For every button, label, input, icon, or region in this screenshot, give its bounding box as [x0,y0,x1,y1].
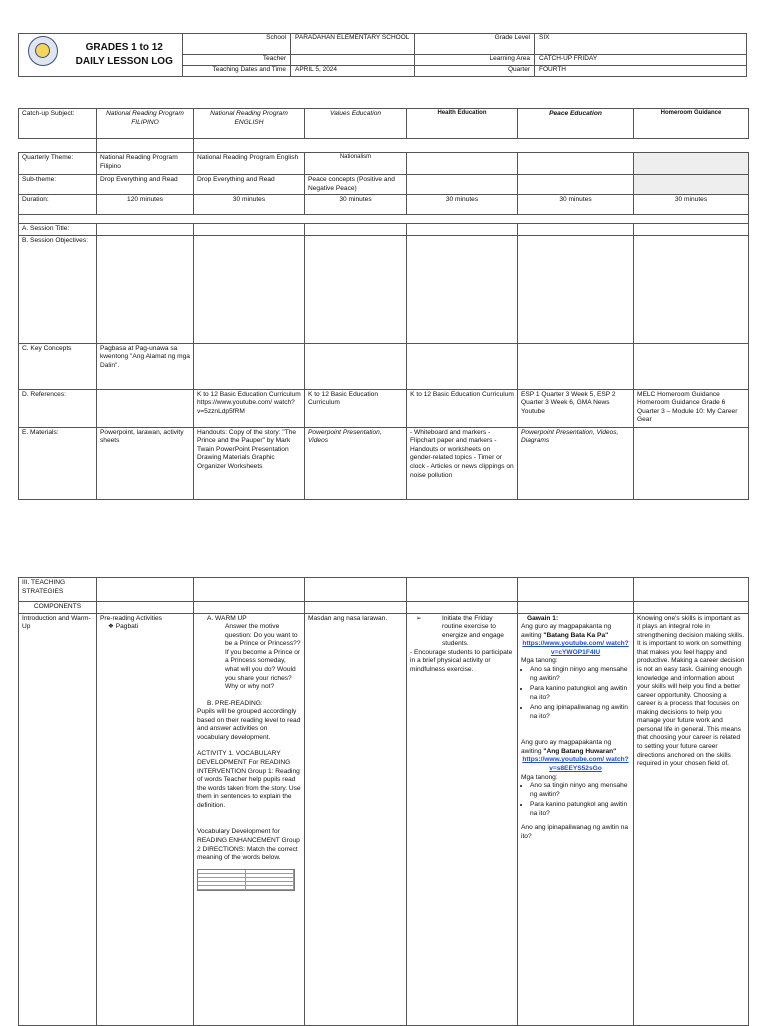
activity-vocab-text: ACTIVITY 1. VOCABULARY DEVELOPMENT For READING INTERVENTION Group 1: Reading of words Teacher help pupils read the words taken from the story. Use them in sentences to explain the definition. [197,750,301,809]
teaching-strategies-table [18,577,749,1026]
subject-health: Health Education [407,109,518,139]
references-homeroom: MELC Homeroom Guidance Homeroom Guidance Grade 6 Quarter 3 – Module 10: My Career Gear [634,389,749,427]
deped-seal-icon [28,36,58,66]
dates-label: Teaching Dates and Time [183,66,291,77]
duration-peace: 30 minutes [518,195,634,215]
spacer-row [19,139,749,153]
materials-values: Powerpoint Presentation, Videos [305,427,407,499]
song2-title: "Ang Batang Huwaran" [543,747,617,755]
warm-up-heading: A. WARM UP [207,614,247,622]
intro-peace [518,613,634,1025]
theme-filipino: National Reading Program Filipino [97,153,194,175]
song1-link[interactable]: https://www.youtube.com/ watch?v=cYWOP1F4IU [522,640,629,656]
warm-up-text: Answer the motive question: Do you want to be a Prince or Princess?? If you become a Prince or a Princess someday, what will you do? Would you share your riches? Why or why not? [225,623,301,691]
grade-value: SIX [535,34,747,55]
subject-filipino: National Reading Program FILIPINO [97,109,194,139]
song2-link[interactable]: https://www.youtube.com/ watch?v=s8EEYS52sGo [522,756,629,772]
questions-label-1: Mga tanong: [521,657,558,665]
area-label: Learning Area [415,55,535,66]
peace-song1-intro: Ang guro ay magpapakanta ng awiting "Batang Bata Ka Pa" [521,623,612,639]
song1-title: "Batang Bata Ka Pa" [543,631,609,639]
question-item: • Ano sa tingin ninyo ang mensahe ng awitin? [530,782,630,799]
pagbati-item: ❖ Pagbati [108,623,139,631]
session-title-row [19,224,749,236]
intro-values: Masdan ang nasa larawan. [305,613,407,1025]
duration-health: 30 minutes [407,195,518,215]
question-item: • Ano sa tingin ninyo ang mensahe ng awitin? [530,666,630,683]
key-concepts-filipino: Pagbasa at Pag-unawa sa kwentong "Ang Alamat ng mga Dalin". [97,343,194,389]
questions-list-1 [521,666,630,721]
subject-homeroom: Homeroom Guidance [634,109,749,139]
references-row [19,389,749,427]
teacher-label: Teacher [183,55,291,66]
materials-health: - Whiteboard and markers - Flipchart paper and markers - Handouts or worksheets on gender-related topics - Timer or clock - Articles or news clippings on noise pollution [407,427,518,499]
duration-label: Duration: [19,195,97,215]
materials-filipino: Powerpoint, larawan, activity sheets [97,427,194,499]
references-label: D. References: [19,389,97,427]
grade-label: Grade Level [415,34,535,55]
theme-homeroom [634,153,749,175]
health-routine-text: Initiate the Friday routine exercise to energize and engage students. [442,614,504,648]
pre-reading-activities: Pre-reading Activities [100,614,162,622]
duration-row [19,195,749,215]
blank-row [19,215,749,224]
theme-peace [518,153,634,175]
subtheme-label: Sub-theme: [19,175,97,195]
subject-english: National Reading Program ENGLISH [194,109,305,139]
questions-list-2 [521,782,630,818]
materials-row [19,427,749,499]
area-value: CATCH-UP FRIDAY [535,55,747,66]
subtheme-values: Peace concepts (Positive and Negative Peace) [305,175,407,195]
references-values: K to 12 Basic Education Curriculum [305,389,407,427]
matching-table-thumbnail [197,869,295,891]
question-item: • Para kanino patungkol ang awitin na ito? [530,685,630,702]
strategies-label: III. TEACHING STRATEGIES [19,578,97,602]
theme-english: National Reading Program English [194,153,305,175]
school-value: PARADAHAN ELEMENTARY SCHOOL [291,34,415,55]
subject-peace: Peace Education [518,109,634,139]
dates-value: APRIL 5, 2024 [291,66,415,77]
materials-english: Handouts: Copy of the story: "The Prince and the Pauper" by Mark Twain PowerPoint Presentation Drawing Materials Graphic Organizer Worksheets [194,427,305,499]
components-label: COMPONENTS [19,602,97,614]
intro-health [407,613,518,1025]
subtheme-homeroom [634,175,749,195]
school-label: School [183,34,291,55]
pre-reading-text: Pupils will be grouped accordingly based on their reading level to read and answer activities on vocabulary development. [197,708,301,741]
key-concepts-row [19,343,749,389]
theme-health [407,153,518,175]
arrow-bullet-icon: ➢ [416,614,422,622]
duration-filipino: 120 minutes [97,195,194,215]
subtheme-english: Drop Everything and Read [194,175,305,195]
strategies-header-row [19,578,749,602]
vocab-enhancement-text: Vocabulary Development for READING ENHANCEMENT Group 2 DIRECTIONS: Match the correct meaning of the words below. [197,828,300,862]
subtheme-filipino: Drop Everything and Read [97,175,194,195]
duration-english: 30 minutes [194,195,305,215]
intro-english [194,613,305,1025]
subtheme-row [19,175,749,195]
peace-last-question: Ano ang ipinapaliwanag ng awitin na ito? [521,824,629,840]
theme-values: Nationalism [305,153,407,175]
intro-warmup-label: Introduction and Warm-Up [19,613,97,1025]
duration-values: 30 minutes [305,195,407,215]
teacher-value [291,55,415,66]
components-row [19,602,749,614]
question-item: • Ano ang ipinapaliwanag ng awitin na ito? [530,704,630,721]
subtheme-peace [518,175,634,195]
question-item: • Para kanino patungkol ang awitin na ito? [530,801,630,818]
materials-label: E. Materials: [19,427,97,499]
quarter-value: FOURTH [535,66,747,77]
subject-label: Catch-up Subject: [19,109,97,139]
references-english: K to 12 Basic Education Curriculum https://www.youtube.com/ watch?v=5zznLdp5fRM [194,389,305,427]
intro-homeroom: Knowing one's skills is important as it plays an integral role in strengthening decision making skills. It is important to work on something that makes you feel happy and productive. Making a career decision is not an easy task. Gaining enough knowledge and information about your skills will help you find a better career opportunity. Choosing a career is a process that focuses on making decisions to help you manage your future work and personal life in general. This means that choosing your career is related to setting your future career directions anchored on the skills required in your chosen field of. [634,613,749,1025]
intro-warmup-row [19,613,749,1025]
intro-filipino [97,613,194,1025]
duration-homeroom: 30 minutes [634,195,749,215]
session-title-label: A. Session Title: [19,224,97,236]
lesson-log-title [67,34,183,77]
theme-row [19,153,749,175]
subject-row [19,109,749,139]
key-concepts-label: C. Key Concepts [19,343,97,389]
questions-label-2: Mga tanong: [521,773,558,781]
gawain-heading: Gawain 1: [527,614,559,622]
quarter-label: Quarter [415,66,535,77]
references-health: K to 12 Basic Education Curriculum [407,389,518,427]
title-line1: GRADES 1 to 12 [85,41,163,53]
subject-values: Values Education [305,109,407,139]
pre-reading-heading: B. PRE-READING: [207,699,263,707]
peace-song2-intro: Ang guro ay magpapakanta ng awiting "Ang Batang Huwaran" [521,739,617,755]
references-peace: ESP 1 Quarter 3 Week 5, ESP 2 Quarter 3 Week 6, GMA News Youtube [518,389,634,427]
session-objectives-label: B. Session Objectives: [19,235,97,343]
theme-label: Quarterly Theme: [19,153,97,175]
header-table [18,33,747,77]
subtheme-health [407,175,518,195]
health-encourage-text: - Encourage students to participate in a brief physical activity or mindfulness exercise. [410,648,513,673]
session-plan-table [18,108,749,500]
materials-peace: Powerpoint Presentation, Videos, Diagrams [518,427,634,499]
session-objectives-row [19,235,749,343]
deped-seal-cell [19,34,67,77]
title-line2: DAILY LESSON LOG [75,56,173,67]
